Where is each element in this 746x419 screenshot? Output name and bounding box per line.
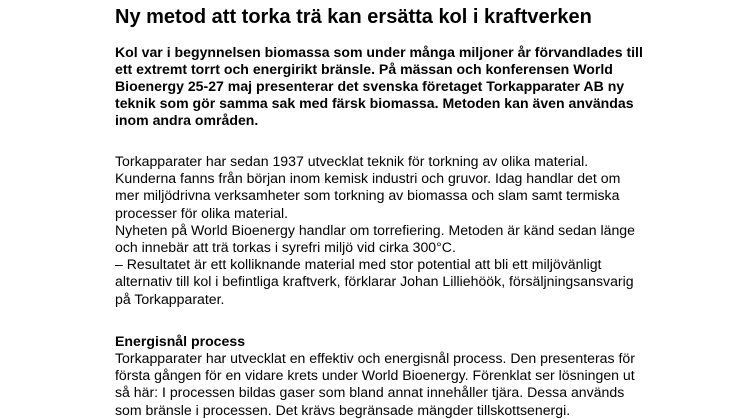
section-paragraph xyxy=(115,350,675,419)
lead-paragraph xyxy=(115,44,675,129)
body-line: mer miljödrivna verksamheter som torkning av biomassa och slam samt termiska xyxy=(115,187,620,204)
lead-line: teknik som gör samma sak med färsk biomassa. Metoden kan även användas xyxy=(115,95,634,111)
section-line: första gången för en vidare krets under World Bioenergy. Förenklat ser lösningen ut xyxy=(115,367,635,384)
body-line: Kunderna fanns från början inom kemisk industri och gruvor. Idag handlar det om xyxy=(115,170,621,187)
section-line: Torkapparater har utvecklat en effektiv och energisnål process. Den presenteras för xyxy=(115,350,635,366)
body-line: alternativ till kol i befintliga kraftverk, förklarar Johan Lilliehöök, försäljningsansvarig xyxy=(115,273,634,290)
lead-line: Bioenergy 25-27 maj presenterar det svenska företaget Torkapparater AB ny xyxy=(115,78,625,94)
lead-line: ett extremt torrt och energirikt bränsle. På mässan och konferensen World xyxy=(115,61,613,77)
lead-line: inom andra områden. xyxy=(115,112,259,128)
lead-line: Kol var i begynnelsen biomassa som under många miljoner år förvandlades till xyxy=(115,44,643,60)
body-paragraph xyxy=(115,153,675,308)
body-line: Nyheten på World Bioenergy handlar om torrefiering. Metoden är känd sedan länge xyxy=(115,221,635,238)
section-heading: Energisnål process xyxy=(115,333,246,349)
body-line: Torkapparater har sedan 1937 utvecklat teknik för torkning av olika material. xyxy=(115,153,589,169)
section-line: så här: I processen bildas gaser som bland annat innehåller tjära. Dessa används xyxy=(115,384,625,401)
body-line: och innebär att trä torkas i syrefri miljö vid cirka 300°C. xyxy=(115,239,456,256)
body-line: på Torkapparater. xyxy=(115,290,225,307)
body-line: processer för olika material. xyxy=(115,204,289,221)
section-line: som bränsle i processen. Det krävs begränsade mängder tillskottsenergi. xyxy=(115,401,571,418)
body-line: – Resultatet är ett kolliknande material med stor potential att bli ett miljövänligt xyxy=(115,256,602,273)
article-title: Ny metod att torka trä kan ersätta kol i kraftverken xyxy=(115,6,592,28)
